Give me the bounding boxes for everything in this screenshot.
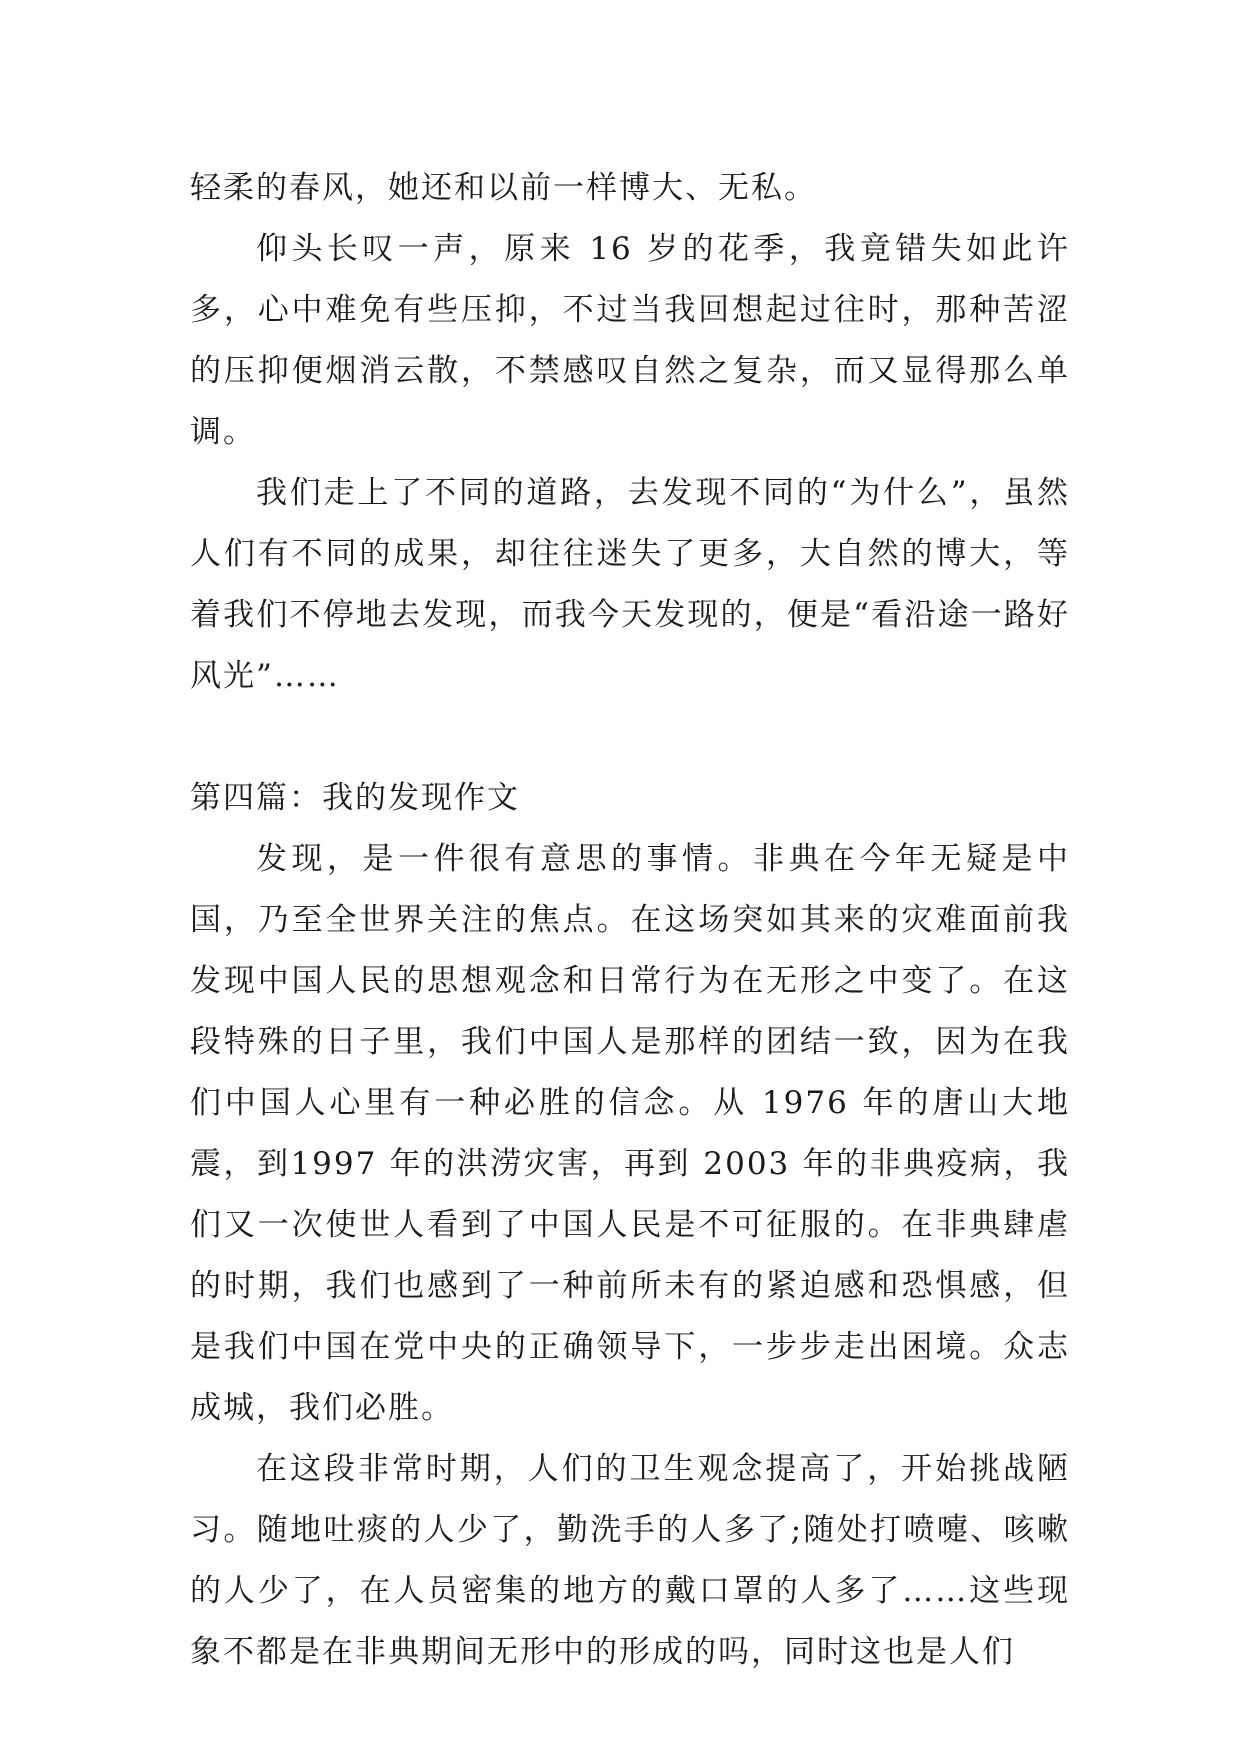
paragraph: 轻柔的春风，她还和以前一样博大、无私。 <box>190 170 817 206</box>
paragraph: 发现，是一件很有意思的事情。非典在今年无疑是中国，乃至全世界关注的焦点。在这场突如其来的灾难面前我发现中国人民的思想观念和日常行为在无形之中变了。在这段特殊的日子里，我们中国人是那样的团结一致，因为在我们中国人心里有一种必胜的信念。从 1976 年的唐山大地震，到1997 年的洪涝灾害，再到 2003 年的非典疫病，我们又一次使世人看到了中国人民是不可征服的。在非典肆虐的时期，我们也感到了一种前所未有的紧迫感和恐惧感，但是我们中国在党中央的正确领导下，一步步走出困境。众志成城，我们必胜。 <box>190 841 1070 1426</box>
document-body <box>190 158 1070 1683</box>
paragraph: 我们走上了不同的道路，去发现不同的“为什么”，虽然人们有不同的成果，却往往迷失了更多，大自然的博大，等着我们不停地去发现，而我今天发现的，便是“看沿途一路好风光”…… <box>190 475 1070 694</box>
paragraph: 在这段非常时期，人们的卫生观念提高了，开始挑战陋习。随地吐痰的人少了，勤洗手的人多了;随处打喷嚏、咳嗽的人少了，在人员密集的地方的戴口罩的人多了……这些现象不都是在非典期间无形中的形成的吗，同时这也是人们 <box>190 1451 1070 1670</box>
paragraph: 仰头长叹一声，原来 16 岁的花季，我竟错失如此许多，心中难免有些压抑，不过当我回想起过往时，那种苦涩的压抑便烟消云散，不禁感叹自然之复杂，而又显得那么单调。 <box>190 231 1070 450</box>
section-gap <box>190 707 1070 768</box>
section-heading: 第四篇：我的发现作文 <box>190 780 520 816</box>
